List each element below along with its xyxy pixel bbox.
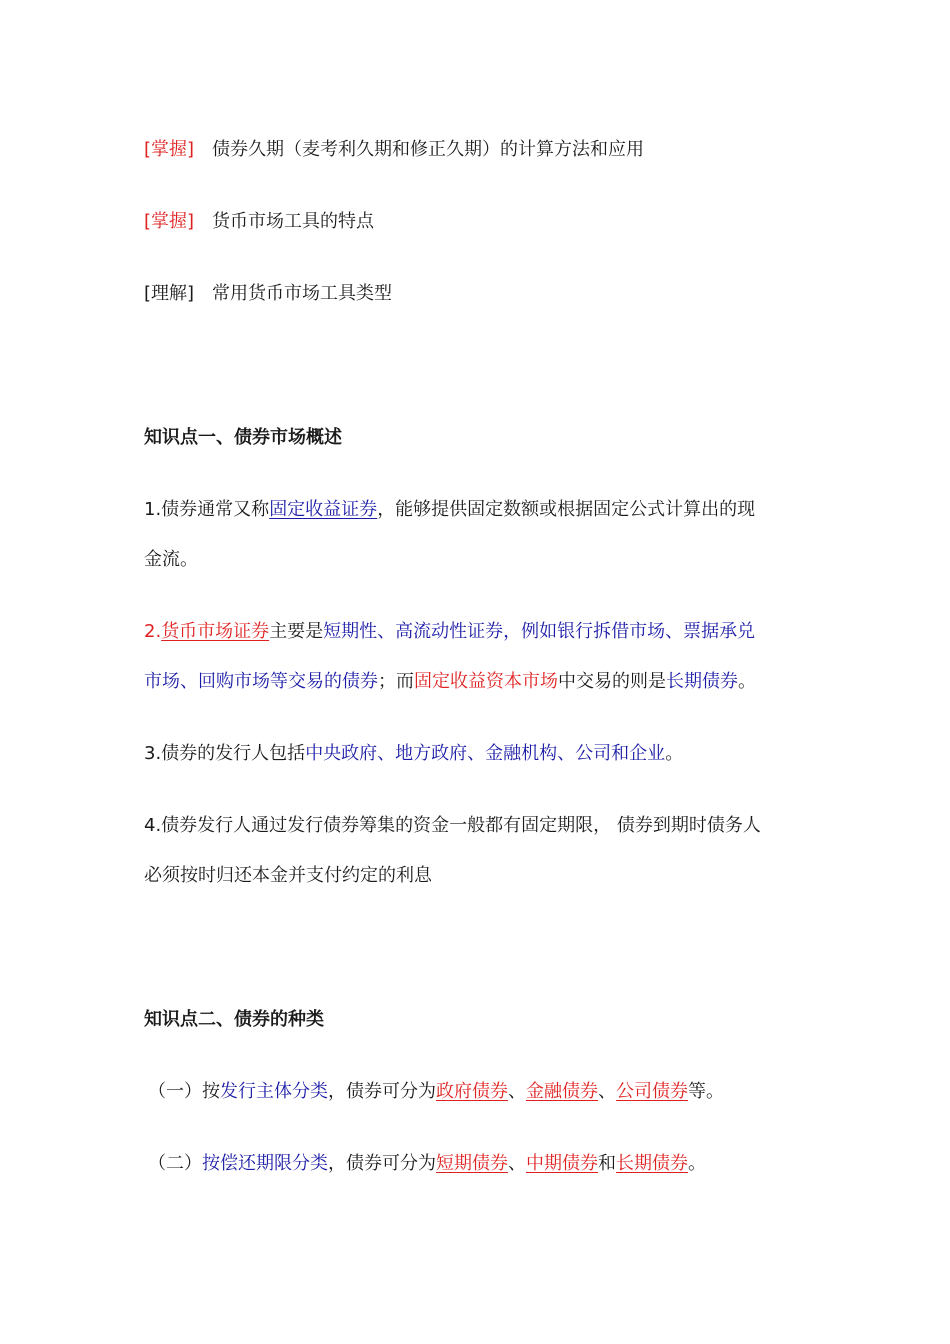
section2-item1 <box>148 1079 724 1105</box>
section1-p2-line2 <box>144 669 756 695</box>
p2-term-2: 固定收益资本市场 <box>414 671 558 692</box>
short-term-bond-link[interactable]: 短期债券 <box>436 1153 508 1174</box>
objective-text: 货币市场工具的特点 <box>212 211 375 232</box>
section1-p4-line2: 必须按时归还本金并支付约定的利息 <box>144 865 432 886</box>
item2-text-c: 。 <box>688 1153 706 1174</box>
p2-blue-2: 市场、回购市场等交易的债券 <box>144 671 378 692</box>
objective-tag: [理解] <box>144 283 195 304</box>
p2-text-d: 。 <box>738 671 756 692</box>
item1-text-c: 等。 <box>688 1081 724 1102</box>
financial-bond-link[interactable]: 金融债券 <box>526 1081 598 1102</box>
p2-text-a: 主要是 <box>269 621 324 642</box>
item2-sep-1: 、 <box>508 1153 526 1174</box>
p2-text-b: ；而 <box>378 671 414 692</box>
p2-num: 2. <box>144 621 162 642</box>
p1-text-c: 金流。 <box>144 549 198 570</box>
section1-p3 <box>144 741 683 767</box>
section1-p1-line1 <box>144 497 755 523</box>
p1-text-b: ，能够提供固定数额或根据固定公式计算出的现 <box>377 499 756 520</box>
p3-text-b: 。 <box>665 743 684 764</box>
p2-text-c: 中交易的则是 <box>558 671 666 692</box>
objective-tag: [掌握] <box>144 211 195 232</box>
p3-text-a: 3.债券的发行人包括 <box>144 743 306 764</box>
item2-blue: 按偿还期限分类 <box>202 1153 328 1174</box>
item1-sep-1: 、 <box>508 1081 526 1102</box>
objective-1 <box>144 137 644 163</box>
objective-2 <box>144 209 374 235</box>
section1-p1-line2 <box>144 547 198 573</box>
objective-text: 债券久期（麦考利久期和修正久期）的计算方法和应用 <box>212 139 645 160</box>
p3-blue: 中央政府、地方政府、金融机构、公司和企业 <box>305 743 666 764</box>
item2-sep-2: 和 <box>598 1153 616 1174</box>
section2-title: 知识点二、债券的种类 <box>144 1009 324 1030</box>
item2-text-b: ，债券可分为 <box>328 1153 436 1174</box>
section1-p4-line1: 4.债券发行人通过发行债券筹集的资金一般都有固定期限， 债券到期时债务人 <box>144 815 761 836</box>
fixed-income-link[interactable]: 固定收益证券 <box>269 499 378 520</box>
government-bond-link[interactable]: 政府债券 <box>436 1081 508 1102</box>
objective-tag: [掌握] <box>144 139 195 160</box>
item1-text-a: （一）按 <box>148 1081 220 1102</box>
item1-sep-2: 、 <box>598 1081 616 1102</box>
item1-text-b: ，债券可分为 <box>328 1081 436 1102</box>
p2-blue-3: 长期债券 <box>666 671 738 692</box>
section1-p2-line1 <box>144 619 755 645</box>
corporate-bond-link[interactable]: 公司债券 <box>616 1081 688 1102</box>
money-market-link[interactable]: 货币市场证券 <box>161 621 270 642</box>
medium-term-bond-link[interactable]: 中期债券 <box>526 1153 598 1174</box>
long-term-bond-link[interactable]: 长期债券 <box>616 1153 688 1174</box>
objective-3 <box>144 281 392 307</box>
item1-blue: 发行主体分类 <box>220 1081 328 1102</box>
section1-title: 知识点一、债券市场概述 <box>144 427 342 448</box>
p2-blue-1: 短期性、高流动性证券，例如银行拆借市场、票据承兑 <box>323 621 756 642</box>
item2-text-a: （二） <box>148 1153 202 1174</box>
p1-text-a: 1.债券通常又称 <box>144 499 270 520</box>
objective-text: 常用货币市场工具类型 <box>212 283 393 304</box>
section2-item2 <box>148 1151 706 1177</box>
